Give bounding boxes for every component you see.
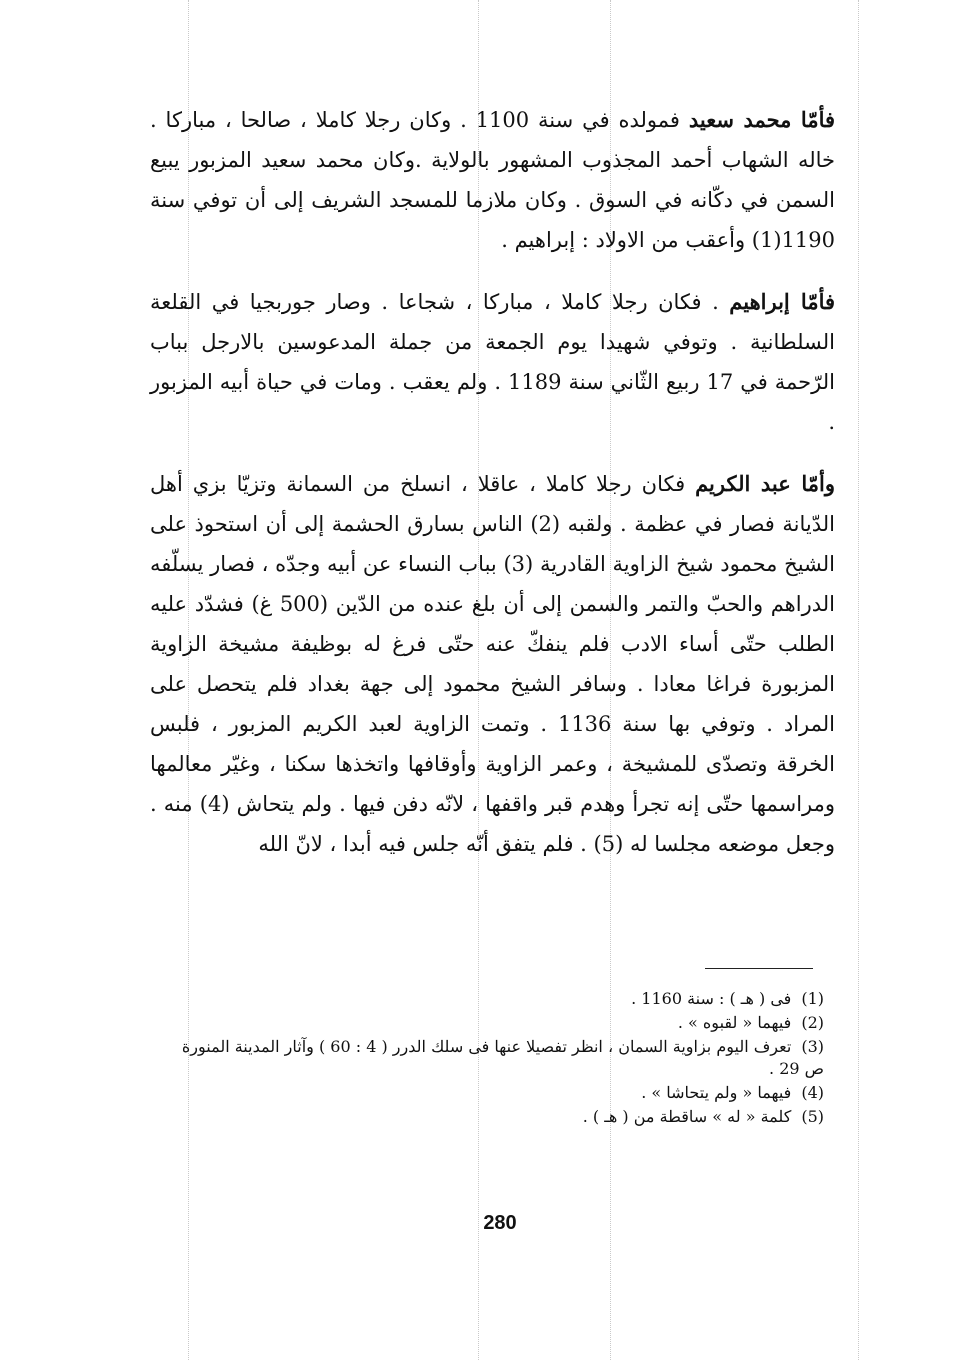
footnote (160, 988, 830, 1010)
footnote-text: فيهما « لقبوه » . (677, 1013, 792, 1032)
paragraph-lead: وأمّا عبد الكريم (695, 471, 836, 496)
paragraph-ibrahim (150, 282, 835, 442)
footnote-number: (4) (801, 1083, 824, 1102)
paragraph-muhammad-said (150, 100, 835, 260)
footnote-text: كلمة « له » ساقطة من ( هـ ) . (582, 1107, 792, 1126)
paragraph-body: فمولده في سنة 1100 . وكان رجلا كاملا ، صالحا ، مباركا . خاله الشهاب أحمد المجذوب المشهور بالولاية .وكان محمد سعيد المزبور يبيع السمن في دكّانه في السوق . وكان ملازما للمسجد الشريف إلى أن توفي سنة 1190(1) وأعقب من الاولاد : إبراهيم . (150, 108, 835, 252)
footnote-text: فيهما « ولم يتحاشا » . (641, 1083, 792, 1102)
scan-line (858, 0, 859, 1360)
paragraph-body: فكان رجلا كاملا ، عاقلا ، انسلخ من السمانة وتزيّا بزي أهل الدّيانة فصار في عظمة . ولقبه (2) الناس بسارق الحشمة إلى أن استحوذ على الشيخ محمود شيخ الزاوية القادرية (3) بباب النساء عن أبيه وجدّه ، فصار يسلّفه الدراهم والحبّ والتمر والسمن إلى أن بلغ عنده من الدّين (500 غ) فشدّد عليه الطلب حتّى أساء الادب فلم ينفكّ عنه حتّى فرغ له بوظيفة مشيخة الزاوية المزبورة فراغا معادا . وسافر الشيخ محمود إلى جهة بغداد فلم يتحصل على المراد . وتوفي بها سنة 1136 . وتمت الزاوية لعبد الكريم المزبور ، فلبس الخرقة وتصدّى للمشيخة ، وعمر الزاوية وأوقافها واتخذها سكنا ، وغيّر معالمها ومراسمها حتّى إنه تجرأ وهدم قبر واقفها ، لانّه دفن فيها . ولم يتحاش (4) منه . وجعل موضعه مجلسا له (5) . فلم يتفق أنّه جلس فيه أبدا ، لانّ الله (150, 472, 835, 856)
footnote-number: (3) (801, 1037, 824, 1056)
footnote-separator (705, 968, 813, 969)
footnote (160, 1082, 830, 1104)
paragraph-abd-al-karim (150, 464, 835, 864)
footnotes (160, 988, 830, 1130)
footnote-number: (1) (801, 989, 824, 1008)
footnote (160, 1012, 830, 1034)
paragraph-lead: فأمّا محمد سعيد (688, 107, 836, 132)
footnote-text: فى ( هـ ) : سنة 1160 . (631, 989, 792, 1008)
paragraph-body: . فكان رجلا كاملا ، مباركا ، شجاعا . وصار جوربجيا في القلعة السلطانية . وتوفي شهيدا يوم الجمعة من جملة المدعوسين بالارجل بباب الرّحمة في 17 ربيع الثّاني سنة 1189 . ولم يعقب . ومات في حياة أبيه المزبور . (150, 290, 835, 434)
footnote-text: تعرف اليوم بزاوية السمان ، انظر تفصيلا عنها فى سلك الدرر ( 4 : 60 ) وآثار المدينة المنورة ص 29 . (181, 1037, 824, 1078)
footnote (160, 1036, 830, 1080)
paragraph-lead: فأمّا إبراهيم (729, 289, 836, 314)
footnote (160, 1106, 830, 1128)
footnote-number: (5) (801, 1107, 824, 1126)
page-number: 280 (483, 1212, 517, 1234)
footnote-number: (2) (801, 1013, 824, 1032)
main-text (150, 100, 835, 886)
